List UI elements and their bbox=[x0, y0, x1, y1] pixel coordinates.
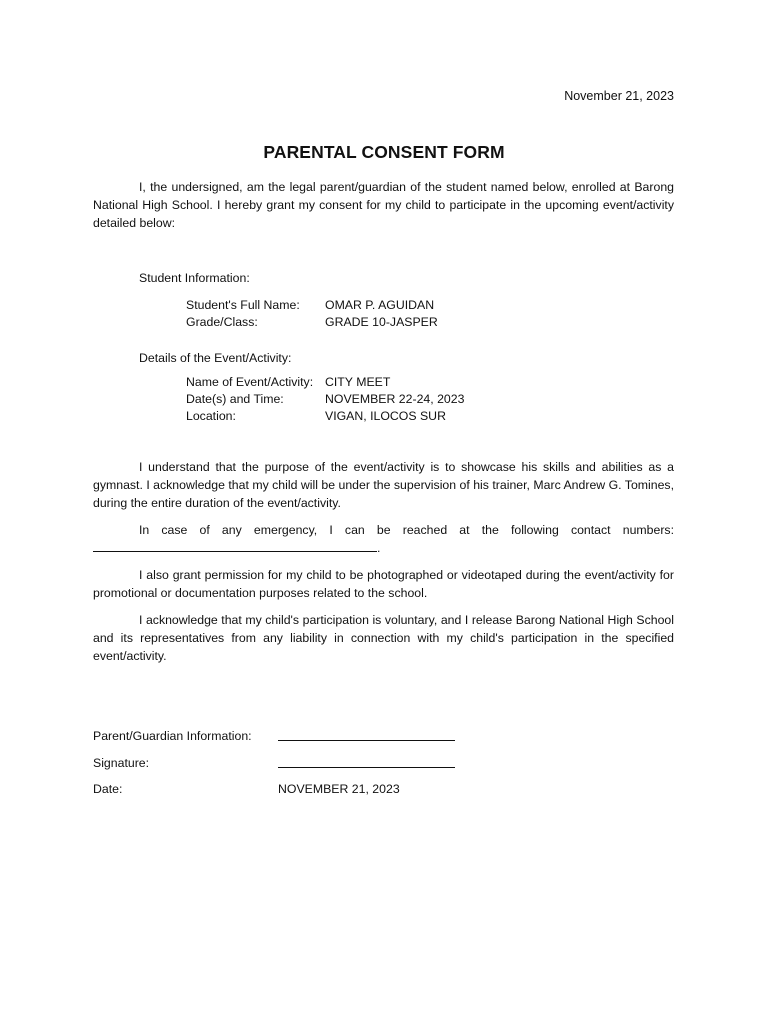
student-info-heading: Student Information: bbox=[139, 271, 250, 285]
event-name-value: CITY MEET bbox=[325, 375, 391, 389]
guardian-info-label: Parent/Guardian Information: bbox=[93, 729, 252, 743]
event-date-value: NOVEMBER 22-24, 2023 bbox=[325, 392, 465, 406]
date-row bbox=[93, 780, 513, 798]
signature-label: Signature: bbox=[93, 756, 150, 770]
event-location-label: Location: bbox=[186, 409, 236, 423]
emergency-paragraph bbox=[93, 521, 674, 557]
student-name-row bbox=[186, 296, 606, 313]
signature-blank[interactable] bbox=[278, 767, 455, 768]
date-label: Date: bbox=[93, 782, 123, 796]
student-name-value: OMAR P. AGUIDAN bbox=[325, 298, 435, 312]
acknowledgement-paragraph: I acknowledge that my child's participation is voluntary, and I release Barong National High School and its representatives from any liability in connection with my child's participation in the specified event/activity. bbox=[93, 613, 674, 663]
event-date-row bbox=[186, 390, 606, 407]
document-date: November 21, 2023 bbox=[564, 89, 674, 103]
purpose-paragraph: I understand that the purpose of the event/activity is to showcase his skills and abilities as a gymnast. I acknowledge that my child will be under the supervision of his trainer, Marc Andrew G. Tomines, during the entire duration of the event/activity. bbox=[93, 460, 674, 510]
emergency-period: . bbox=[377, 541, 381, 555]
event-location-row bbox=[186, 407, 606, 424]
intro-paragraph: I, the undersigned, am the legal parent/guardian of the student named below, enrolled at Barong National High School. I hereby grant my consent for my child to participate in the upcoming event/activity detailed below: bbox=[93, 180, 674, 230]
signature-row bbox=[93, 754, 513, 772]
emergency-text: In case of any emergency, I can be reached at the following contact numbers: bbox=[139, 523, 674, 537]
event-details-heading: Details of the Event/Activity: bbox=[139, 351, 292, 365]
grade-class-value: GRADE 10-JASPER bbox=[325, 315, 438, 329]
guardian-info-row bbox=[93, 727, 513, 745]
event-location-value: VIGAN, ILOCOS SUR bbox=[325, 409, 446, 423]
grade-class-label: Grade/Class: bbox=[186, 315, 258, 329]
form-title: PARENTAL CONSENT FORM bbox=[263, 142, 505, 162]
photo-permission-paragraph: I also grant permission for my child to be photographed or videotaped during the event/activity for promotional or documentation purposes related to the school. bbox=[93, 568, 674, 600]
event-name-label: Name of Event/Activity: bbox=[186, 375, 314, 389]
guardian-info-blank[interactable] bbox=[278, 740, 455, 741]
event-date-label: Date(s) and Time: bbox=[186, 392, 284, 406]
date-value: NOVEMBER 21, 2023 bbox=[278, 782, 400, 796]
event-name-row bbox=[186, 373, 606, 390]
student-name-label: Student's Full Name: bbox=[186, 298, 300, 312]
grade-class-row bbox=[186, 313, 606, 330]
contact-number-blank[interactable] bbox=[93, 539, 377, 552]
